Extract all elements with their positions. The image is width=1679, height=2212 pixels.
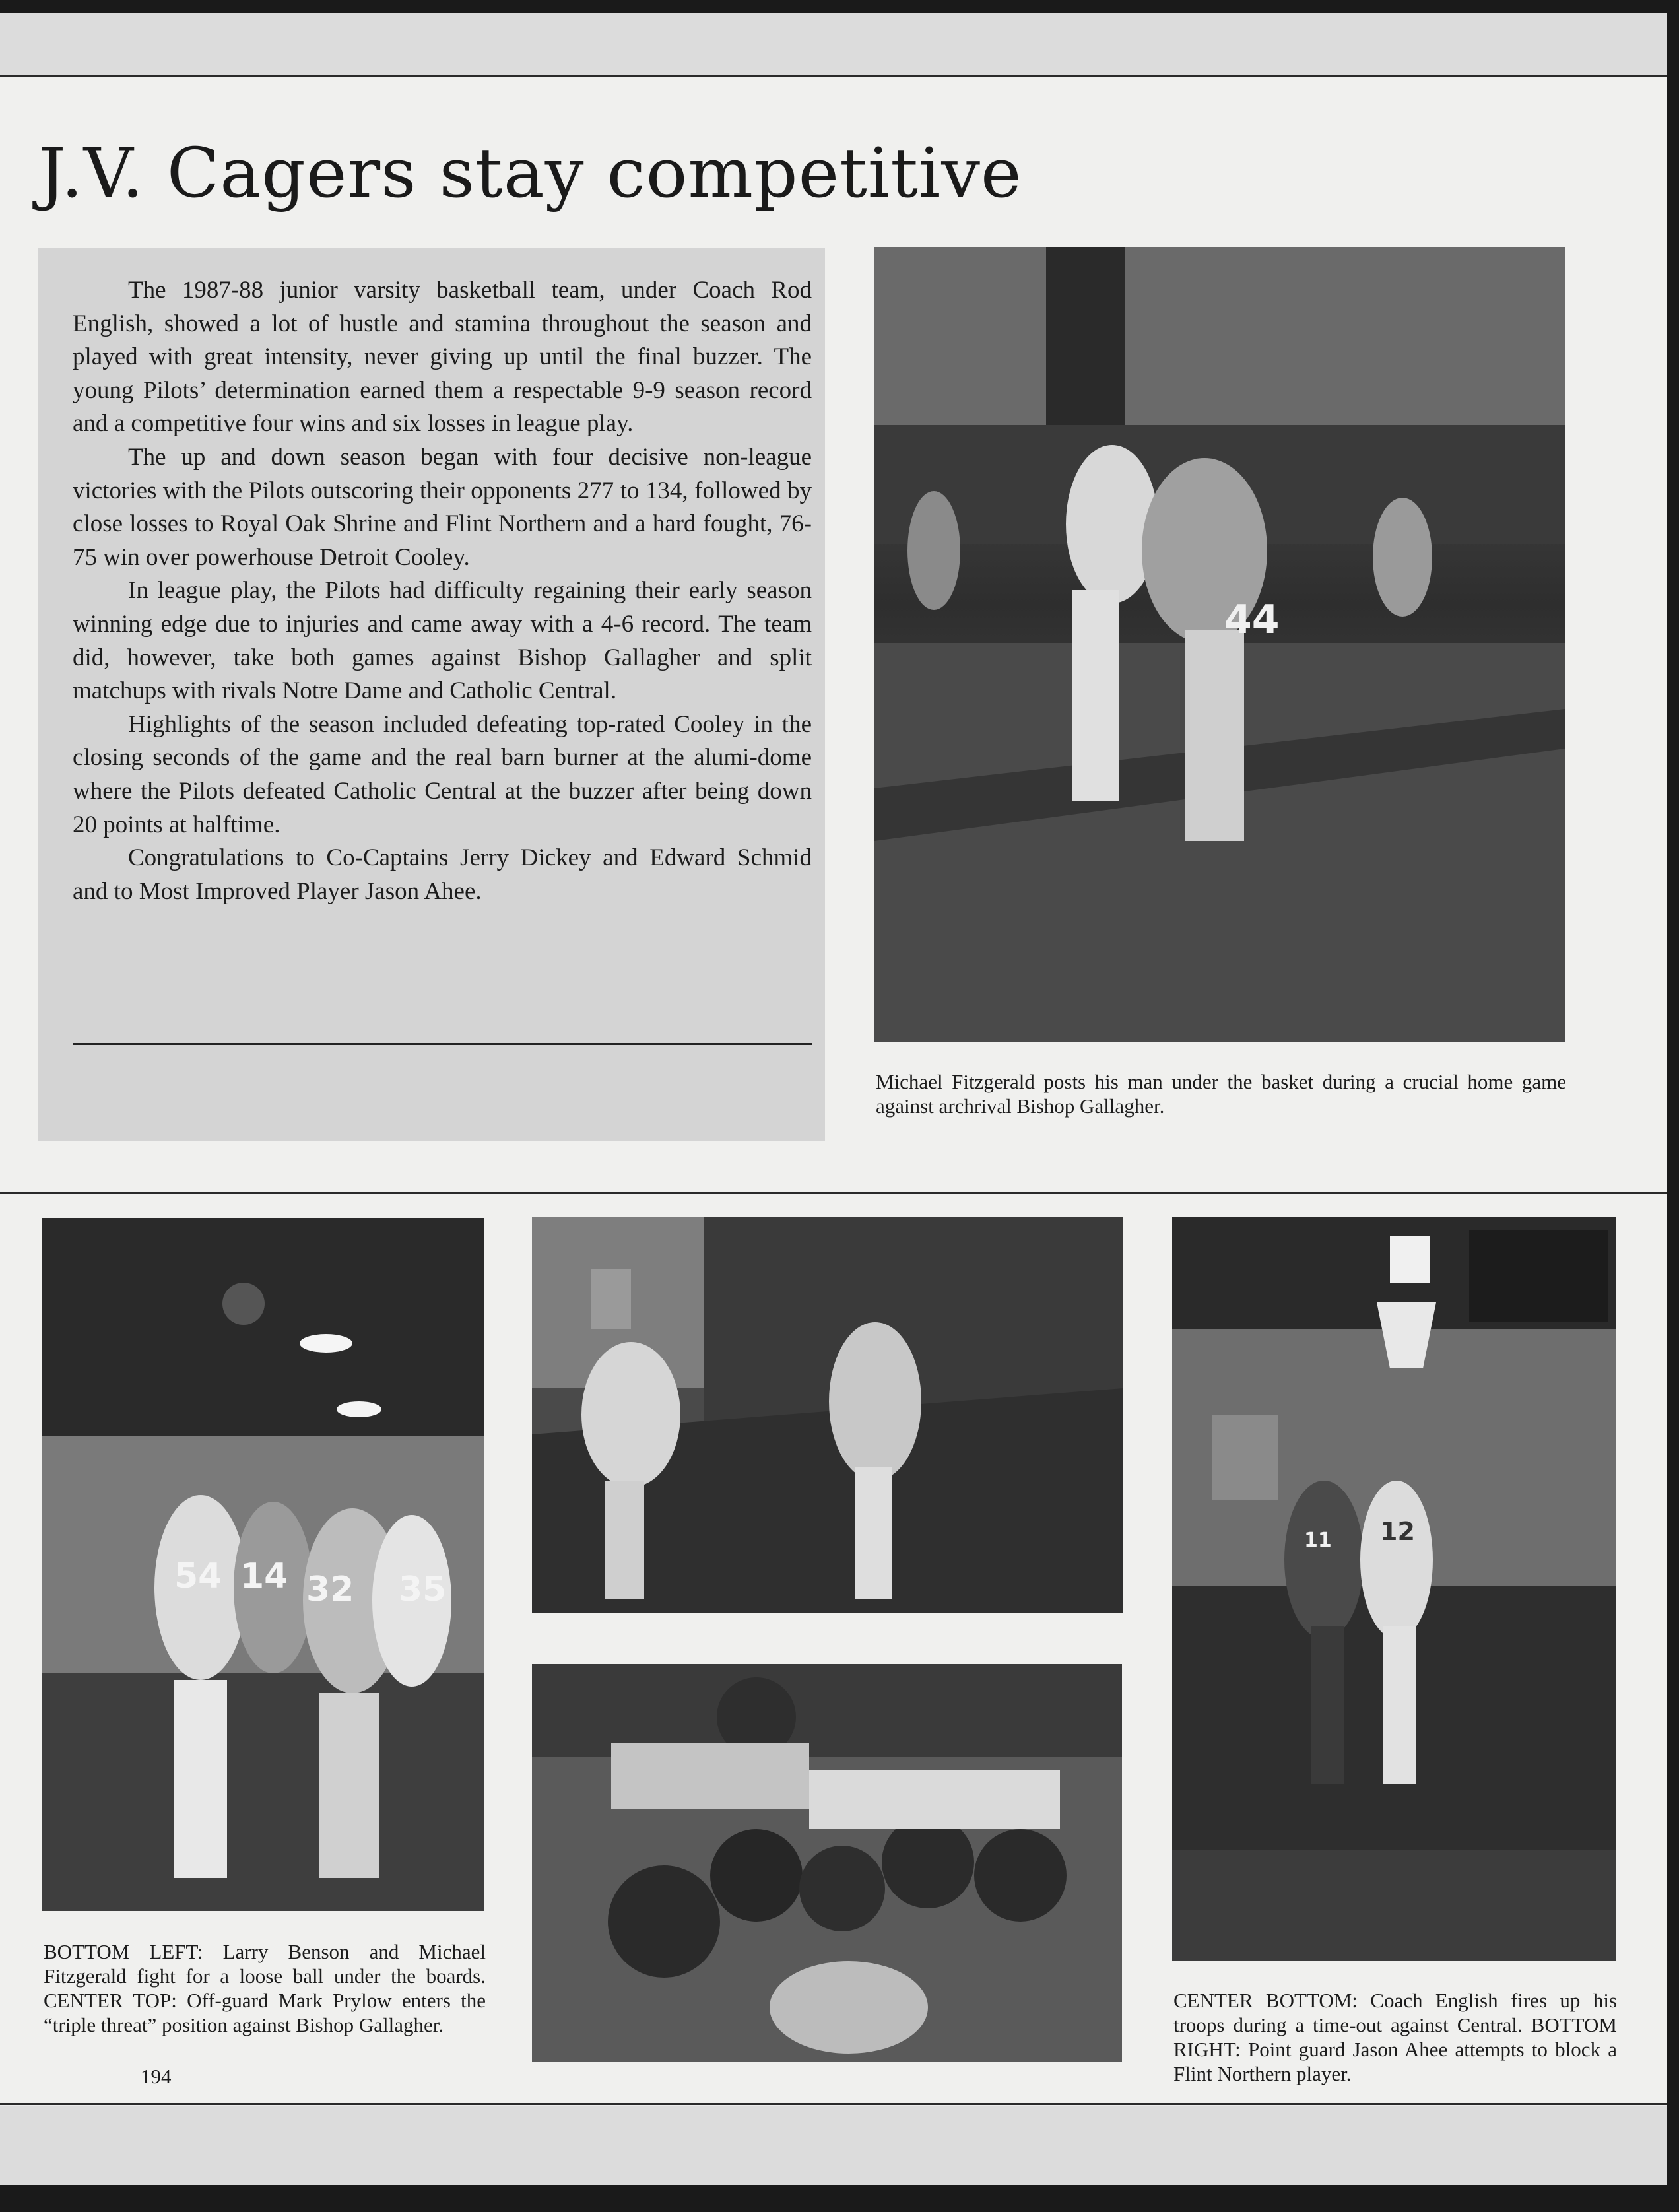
jersey-number: 14 [240,1557,288,1596]
caption-right: CENTER BOTTOM: Coach English fires up his troops during a time-out against Central. BOTTOM RIGHT: Point guard Jason Ahee attempts to block a Flint Northern player. [1173,1989,1617,2085]
photo-fitzgerald-post [874,247,1565,1042]
jersey-number: 32 [306,1570,354,1609]
photo-loose-ball [42,1218,484,1911]
story-paragraph: Highlights of the season included defeating top-rated Cooley in the closing seconds of the game and the real barn burner at the alumi-dome where the Pilots defeated Catholic Central at the buzzer after being down 20 points at halftime. [73,710,812,838]
caption-left: BOTTOM LEFT: Larry Benson and Michael Fitzgerald fight for a loose ball under the boards. CENTER TOP: Off-guard Mark Prylow enters the “triple threat” position against Bishop Gallagher. [44,1940,486,2036]
photo-triple-threat [532,1217,1123,1613]
top-margin-band [0,13,1667,75]
middle-rule [0,1192,1667,1194]
jersey-number: 35 [399,1570,447,1609]
jersey-number: 44 [1224,597,1280,643]
jersey-number: 54 [174,1557,222,1596]
story-paragraph: The 1987-88 junior varsity basketball team, under Coach Rod English, showed a lot of hustle and stamina throughout the season and played with great intensity, never giving up until the final buzzer. The young Pilots’ determination earned them a respectable 9-9 season record and a competitive four wins and six losses in league play. [73,277,812,438]
caption-top-photo: Michael Fitzgerald posts his man under the basket during a crucial home game against archrival Bishop Gallagher. [876,1070,1566,1118]
photo-block-shot [1172,1217,1616,1961]
story-paragraph: Congratulations to Co-Captains Jerry Dickey and Edward Schmid and to Most Improved Player Jason Ahee. [73,844,812,905]
jersey-number: 11 [1304,1529,1332,1552]
photo-time-out-huddle [532,1664,1122,2062]
bottom-margin-band [0,2106,1667,2185]
page-number: 194 [141,2065,172,2088]
story-rule [73,1043,812,1045]
jersey-number: 12 [1380,1517,1415,1546]
story-text [73,274,812,908]
story-paragraph: The up and down season began with four decisive non-league victories with the Pilots outscoring their opponents 277 to 134, followed by close losses to Royal Oak Shrine and Flint Northern and a hard fought, 76-75 win over powerhouse Detroit Cooley. [73,443,812,571]
story-paragraph: In league play, the Pilots had difficulty regaining their early season winning edge due to injuries and came away with a 4-6 record. The team did, however, take both games against Bishop Gallagher and split matchups with rivals Notre Dame and Catholic Central. [73,577,812,705]
top-rule [0,75,1667,77]
page-title: J.V. Cagers stay competitive [38,133,1022,213]
bottom-rule [0,2103,1667,2105]
